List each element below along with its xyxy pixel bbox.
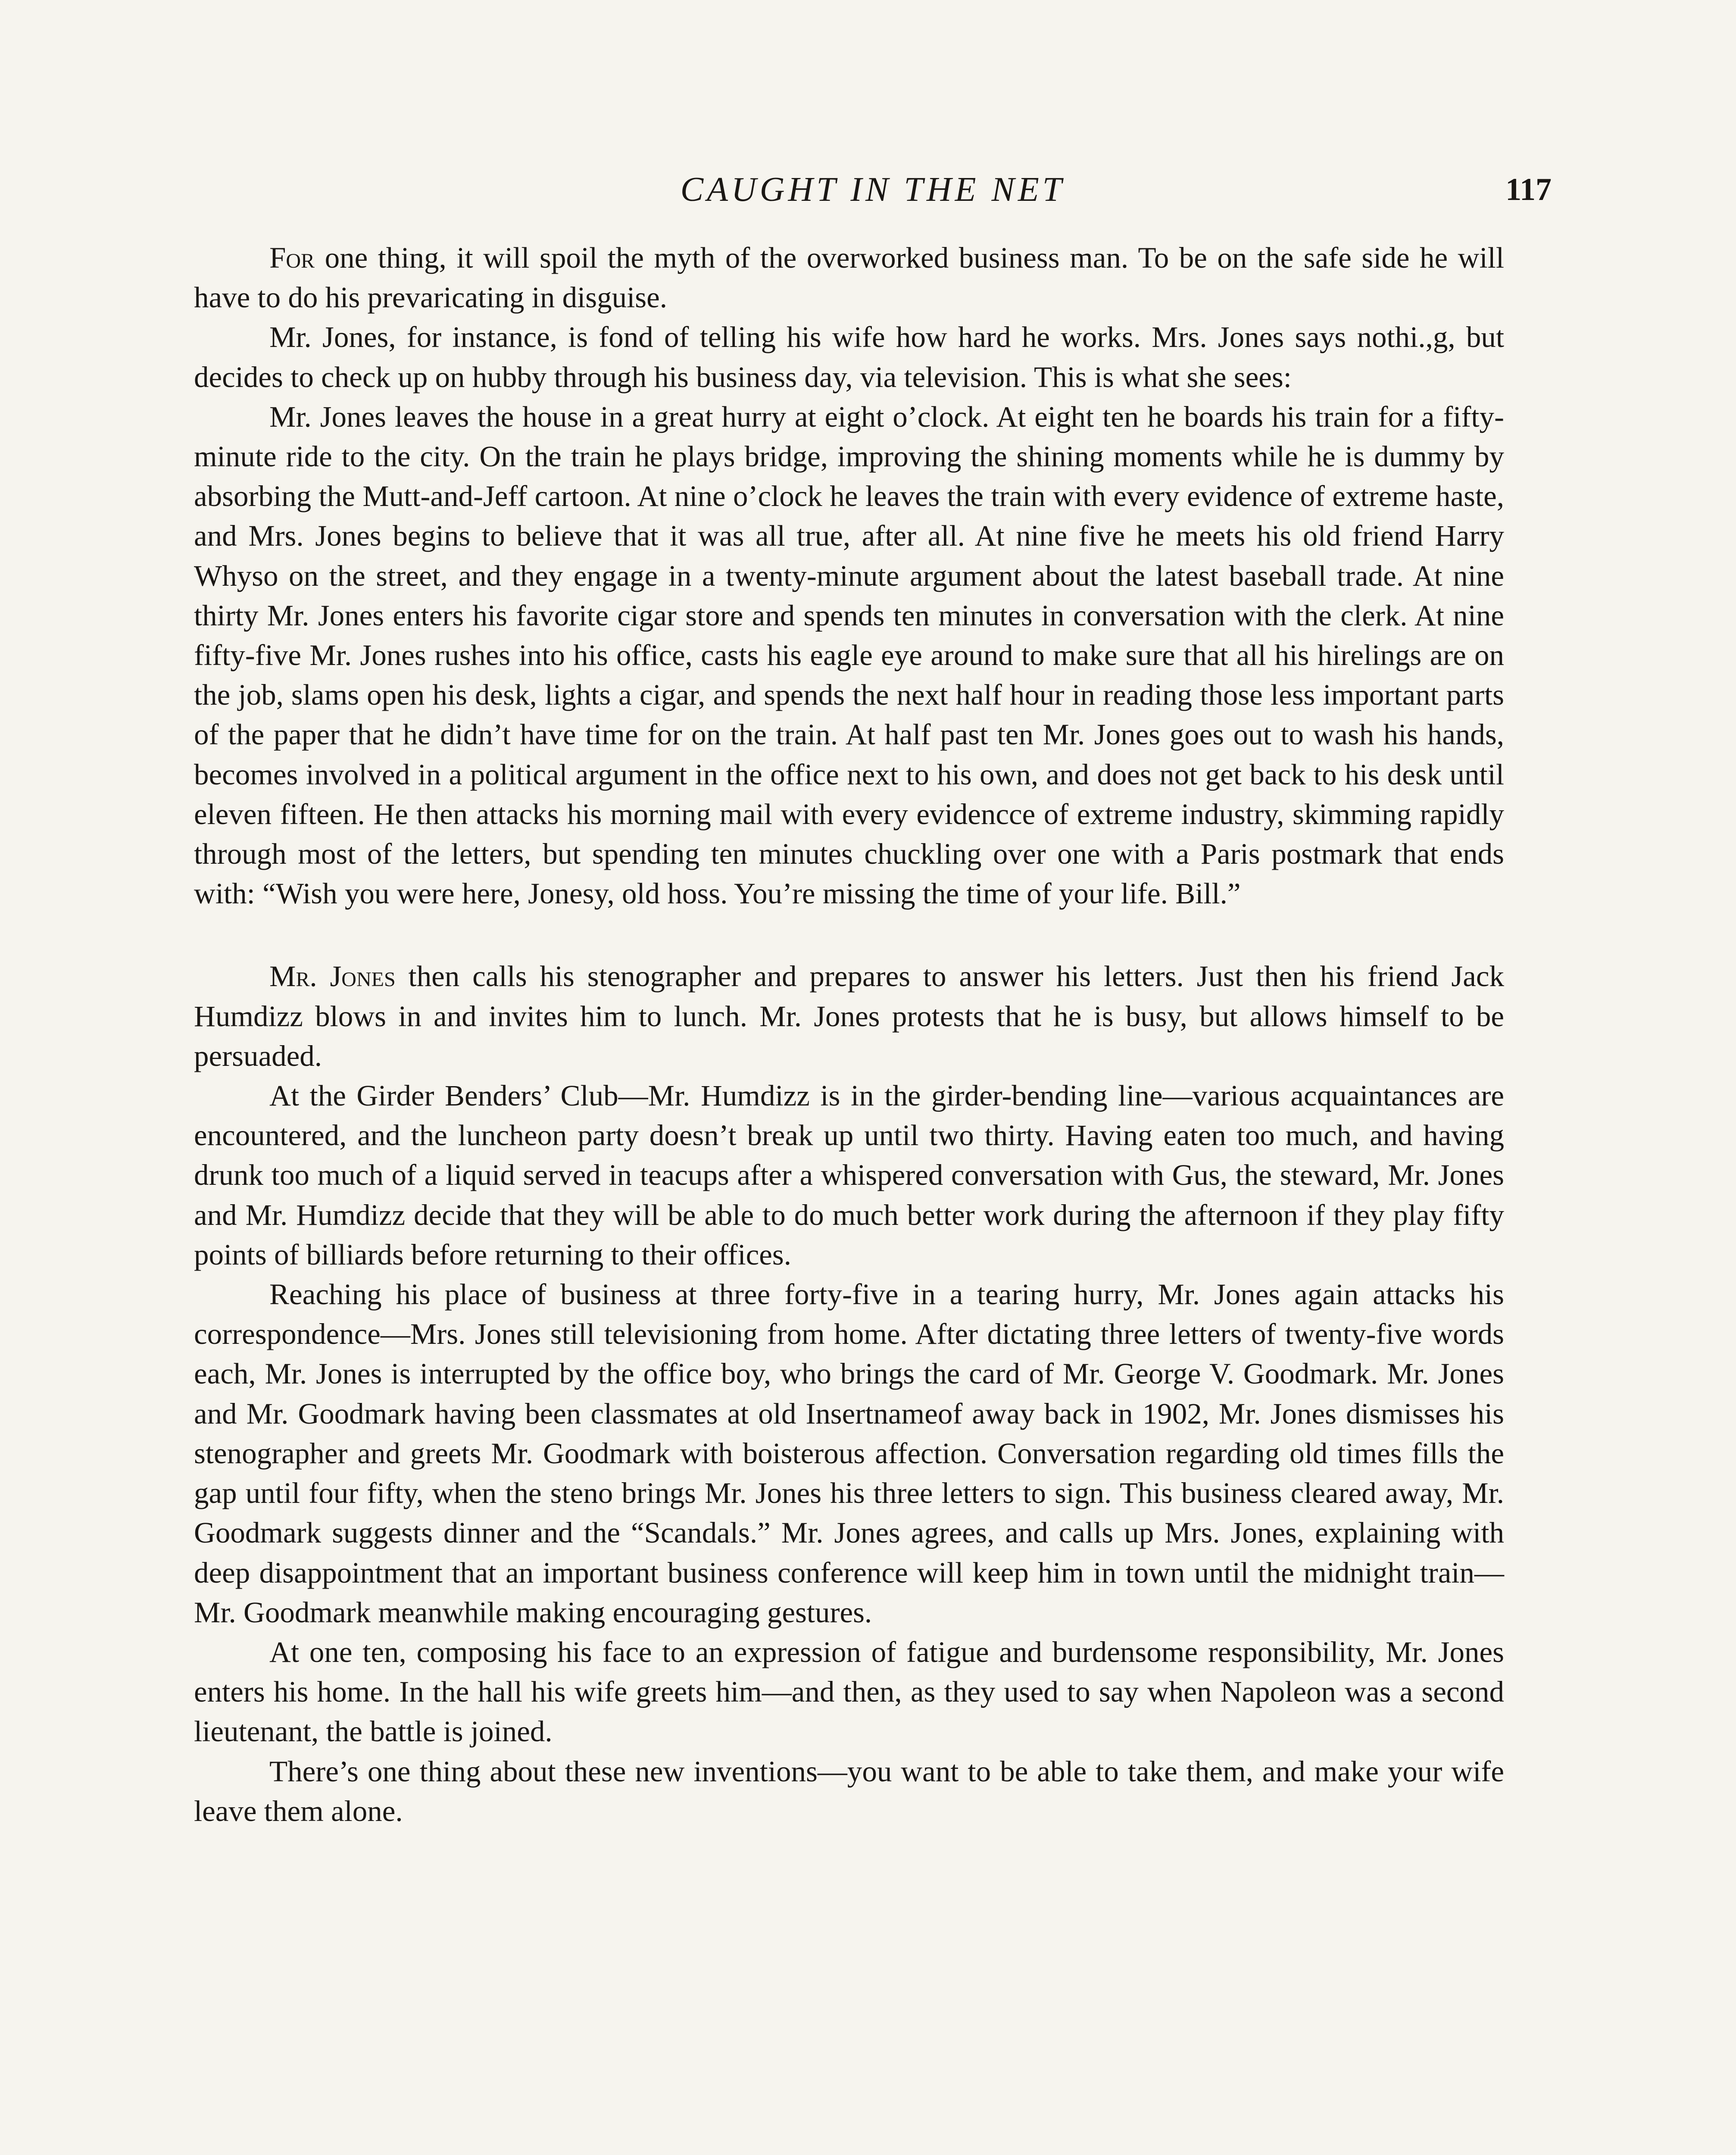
lead-in: For: [269, 241, 315, 274]
paragraph-text: Mr. Jones leaves the house in a great hurry at eight o’clock. At eight ten he boards his train for a fifty-minute ride to the city. On the train he plays bridge, improving the shining moments while he is dummy by absorbing the Mutt-and-Jeff cartoon. At nine o’clock he leaves the train with every evidence of extreme haste, and Mrs. Jones begins to believe that it was all true, after all. At nine five he meets his old friend Harry Whyso on the street, and they engage in a twenty-minute argument about the latest baseball trade. At nine thirty Mr. Jones enters his favorite cigar store and spends ten minutes in conversation with the clerk. At nine fifty-five Mr. Jones rushes into his office, casts his eagle eye around to make sure that all his hirelings are on the job, slams open his desk, lights a cigar, and spends the next half hour in reading those less important parts of the paper that he didn’t have time for on the train. At half past ten Mr. Jones goes out to wash his hands, becomes involved in a political argument in the office next to his own, and does not get back to his desk until eleven fifteen. He then attacks his morning mail with every evidencce of extreme industry, skimming rapidly through most of the letters, but spending ten minutes chuckling over one with a Paris postmark that ends with: “Wish you were here, Jonesy, old hoss. You’re missing the time of your life. Bill.”: [194, 400, 1504, 910]
page-number: 117: [1505, 172, 1552, 207]
paragraph-text: Reaching his place of business at three forty-five in a tearing hurry, Mr. Jones again attacks his correspondence—Mrs. Jones still televisioning from home. After dictating three letters of twenty-five words each, Mr. Jones is interrupted by the office boy, who brings the card of Mr. George V. Goodmark. Mr. Jones and Mr. Goodmark having been classmates at old Insertnameof away back in 1902, Mr. Jones dismisses his stenographer and greets Mr. Goodmark with boisterous affection. Conversation regarding old times fills the gap until four fifty, when the steno brings Mr. Jones his three letters to sign. This business cleared away, Mr. Goodmark suggests dinner and the “Scandals.” Mr. Jones agrees, and calls up Mrs. Jones, explaining with deep disappointment that an important business conference will keep him in town until the midnight train—Mr. Goodmark meanwhile making encouraging gestures.: [194, 1278, 1504, 1629]
paragraph-3: [194, 397, 1504, 914]
running-title: CAUGHT IN THE NET: [680, 171, 1065, 209]
paragraph-text: Mr. Jones, for instance, is fond of telling his wife how hard he works. Mrs. Jones says nothi.,g, but decides to check up on hubby through his business day, via television. This is what she sees:: [194, 321, 1504, 394]
paragraph-6: [194, 1274, 1504, 1632]
paragraph-4: [194, 956, 1504, 1076]
running-head: [194, 166, 1552, 218]
paragraph-5: [194, 1076, 1504, 1274]
paragraph-1: [194, 238, 1504, 317]
paragraph-text: then calls his stenographer and prepares to answer his letters. Just then his friend Jack Humdizz blows in and invites him to lunch. Mr. Jones protests that he is busy, but allows himself to be persuaded.: [194, 960, 1504, 1072]
paragraph-text: At one ten, composing his face to an expression of fatigue and burdensome responsibility, Mr. Jones enters his home. In the hall his wife greets him—and then, as they used to say when Napoleon was a second lieutenant, the battle is joined.: [194, 1635, 1504, 1748]
paragraph-text: There’s one thing about these new inventions—you want to be able to take them, and make your wife leave them alone.: [194, 1755, 1504, 1827]
section-break: [194, 913, 1504, 956]
paragraph-7: [194, 1632, 1504, 1752]
paragraph-text: one thing, it will spoil the myth of the overworked business man. To be on the safe side he will have to do his prevaricating in disguise.: [194, 241, 1504, 314]
paragraph-8: [194, 1752, 1504, 1831]
lead-in: Mr. Jones: [269, 960, 396, 993]
article-body: [194, 238, 1504, 1831]
paragraph-2: [194, 317, 1504, 397]
paragraph-text: At the Girder Benders’ Club—Mr. Humdizz is in the girder-bending line—various acquaintances are encountered, and the luncheon party doesn’t break up until two thirty. Having eaten too much, and having drunk too much of a liquid served in teacups after a whispered conversation with Gus, the steward, Mr. Jones and Mr. Humdizz decide that they will be able to do much better work during the afternoon if they play fifty points of billiards before returning to their offices.: [194, 1079, 1504, 1271]
